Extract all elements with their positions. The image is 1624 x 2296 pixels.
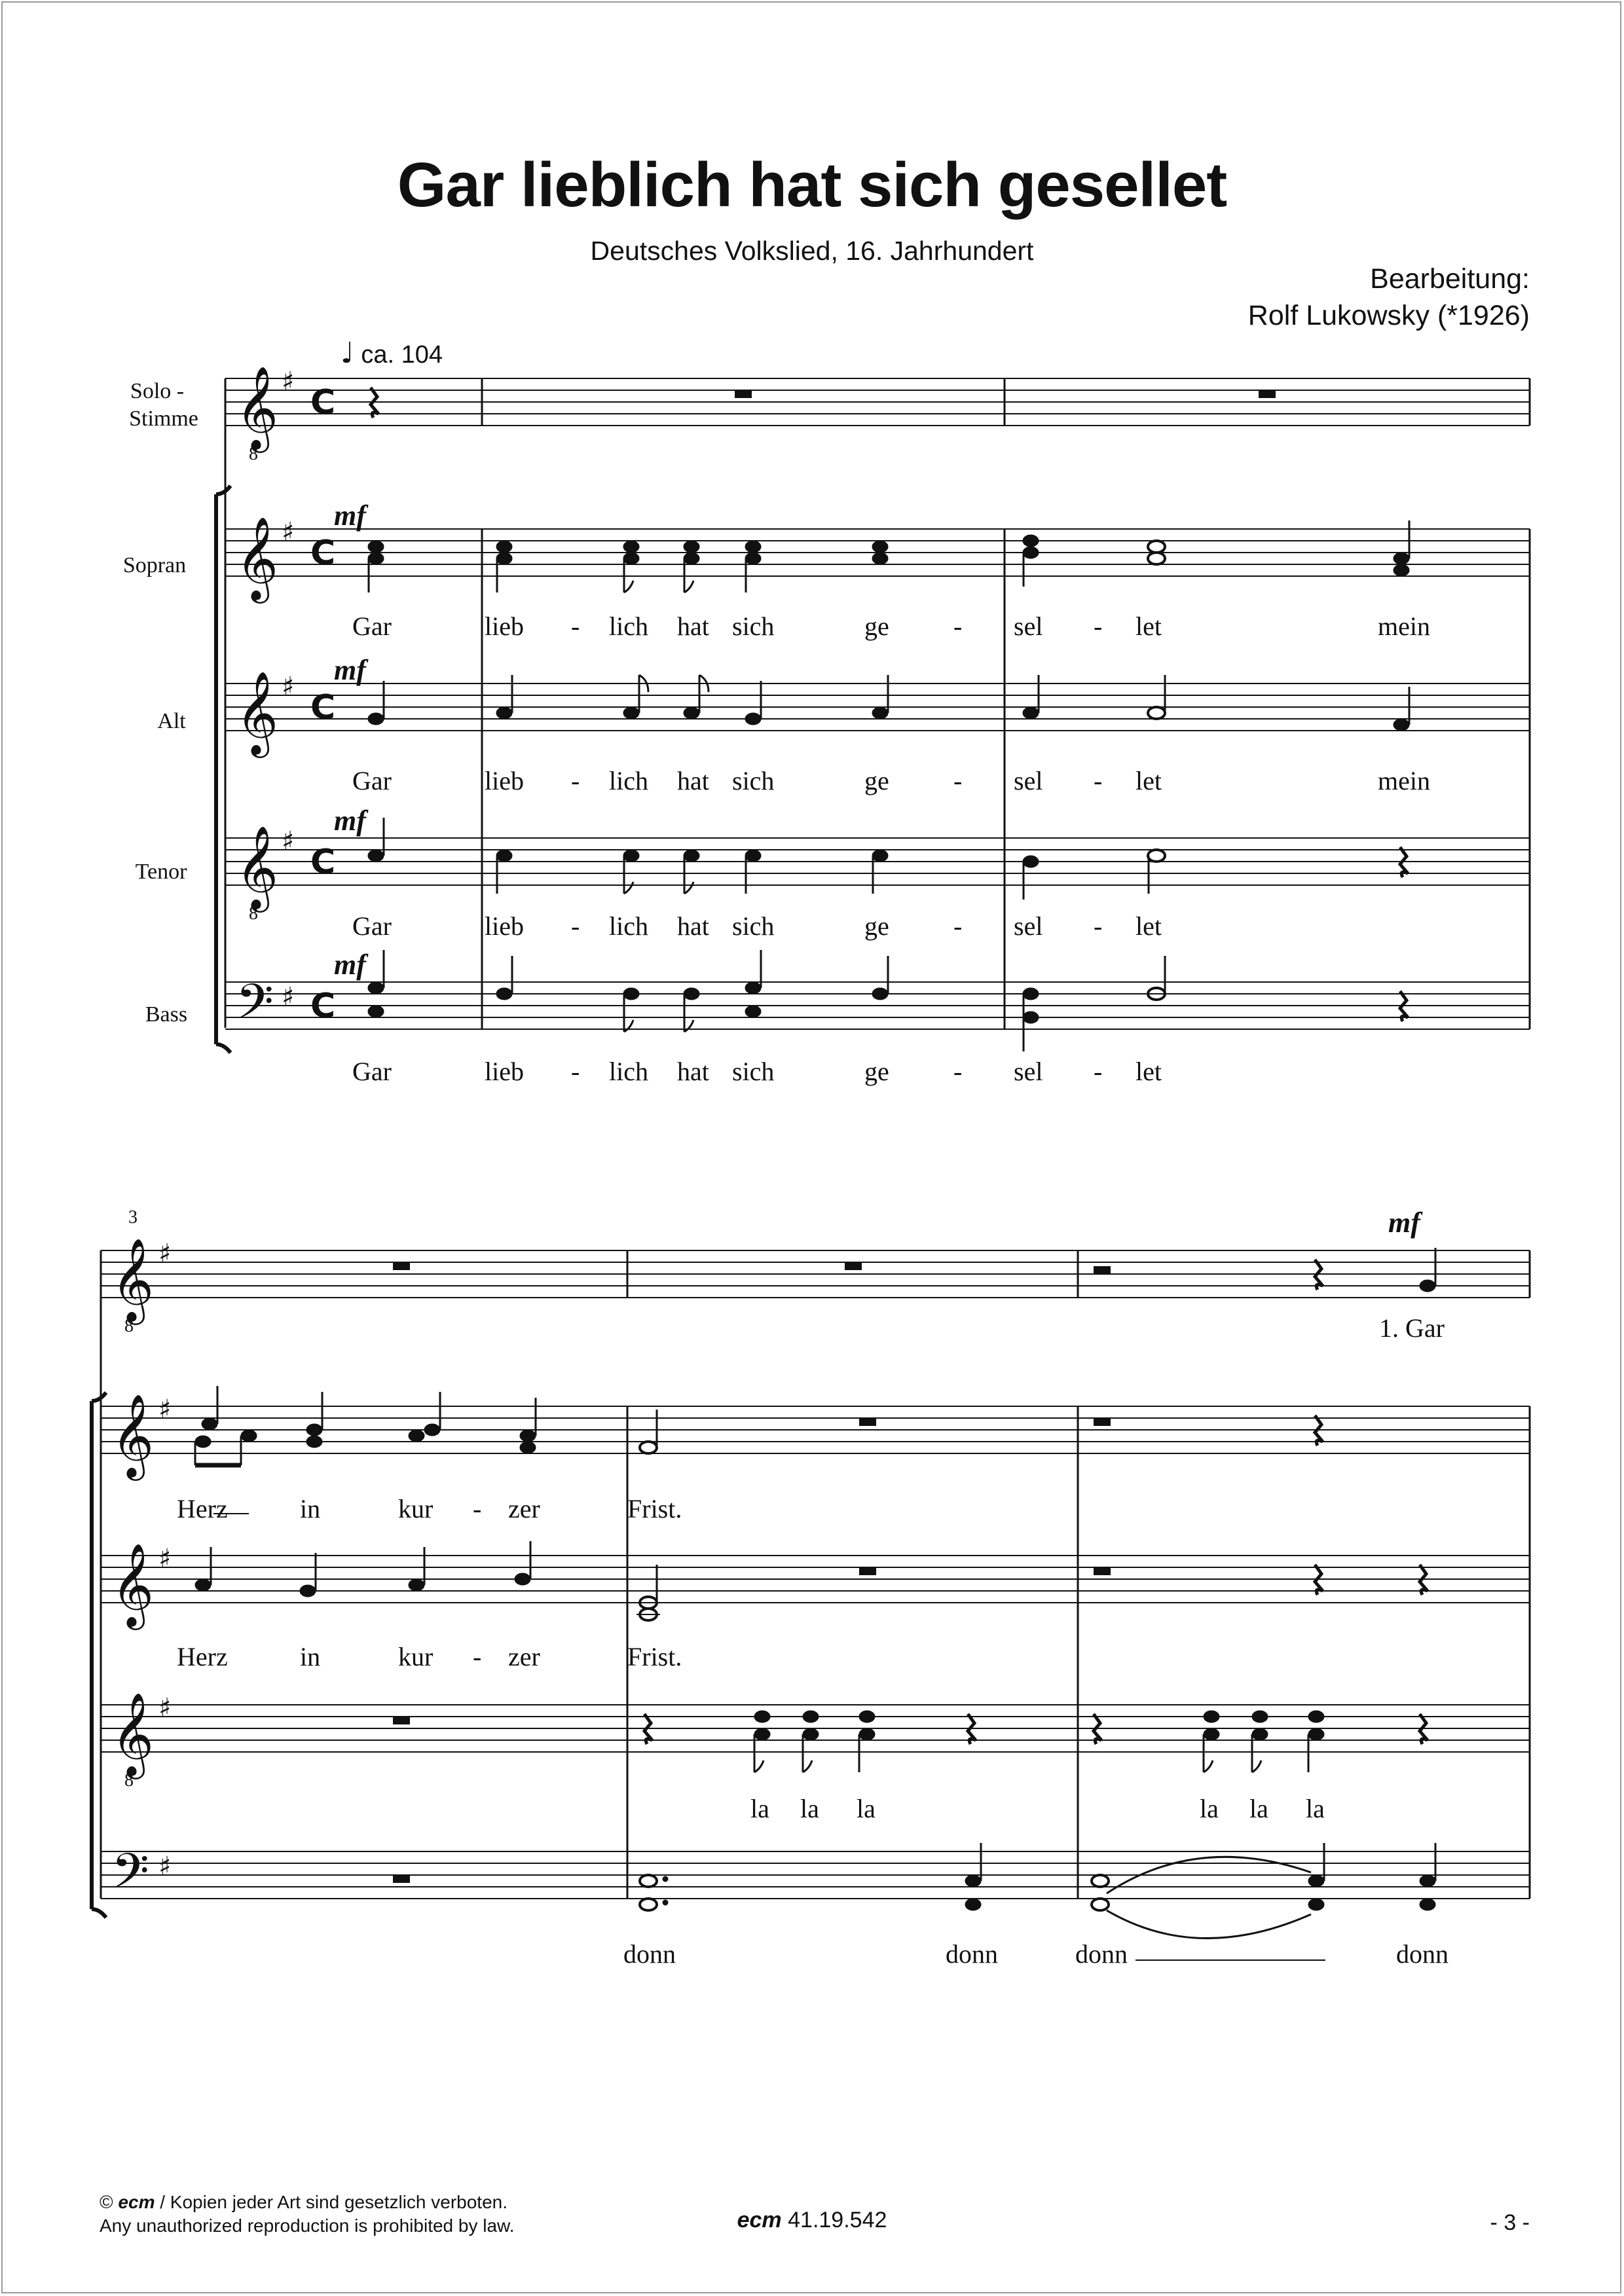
alt-notes-system-2 xyxy=(195,1541,1428,1620)
tempo-value: ca. 104 xyxy=(361,341,443,369)
svg-text:lieb: lieb xyxy=(485,766,524,795)
octave-mark: 8 xyxy=(249,444,258,464)
svg-text:-: - xyxy=(953,766,963,795)
bass-lyrics-system-1 xyxy=(352,1057,1162,1086)
sopran-lyrics-system-1 xyxy=(352,611,1430,641)
page-subtitle: Deutsches Volkslied, 16. Jahrhundert xyxy=(590,236,1034,266)
svg-text:Gar: Gar xyxy=(352,911,392,941)
svg-text:in: in xyxy=(300,1642,321,1671)
page-title: Gar lieblich hat sich gesellet xyxy=(397,150,1227,220)
common-time-icon: C xyxy=(310,383,336,422)
svg-text:kur: kur xyxy=(398,1642,434,1671)
svg-text:lich: lich xyxy=(609,766,648,795)
octave-mark: 8 xyxy=(249,903,258,924)
tenor-notes-system-1 xyxy=(368,818,1408,900)
svg-text:-: - xyxy=(1094,911,1103,941)
svg-text:ge: ge xyxy=(864,611,889,641)
svg-text:sich: sich xyxy=(732,766,775,795)
svg-text:let: let xyxy=(1135,766,1162,795)
svg-text:Herz: Herz xyxy=(177,1494,228,1523)
svg-text:la: la xyxy=(800,1794,819,1823)
system-1 xyxy=(123,365,1530,1086)
bass-notes-system-1 xyxy=(368,950,1408,1051)
voice-label-alt: Alt xyxy=(157,709,186,733)
quarter-note-icon: ♩ xyxy=(341,337,354,370)
svg-text:hat: hat xyxy=(677,1057,709,1086)
copyright-icon: © xyxy=(100,2192,113,2212)
svg-text:-: - xyxy=(953,1057,963,1086)
svg-text:sich: sich xyxy=(732,911,775,941)
svg-text:-: - xyxy=(1094,611,1103,641)
bass-clef-icon: 𝄢 xyxy=(111,1843,149,1912)
svg-text:hat: hat xyxy=(677,911,709,941)
svg-text:in: in xyxy=(300,1494,321,1523)
sharp-icon: ♯ xyxy=(158,1693,172,1723)
sopran-notes-system-1 xyxy=(368,520,1409,592)
common-time-icon: C xyxy=(310,534,336,573)
bass-clef-icon: 𝄢 xyxy=(236,974,274,1042)
svg-text:let: let xyxy=(1135,1057,1162,1086)
whole-rest xyxy=(1259,390,1276,398)
voice-label-solo-2: Stimme xyxy=(129,407,198,431)
sharp-icon: ♯ xyxy=(158,1851,172,1882)
svg-text:la: la xyxy=(857,1794,876,1823)
svg-text:sel: sel xyxy=(1014,611,1043,641)
svg-text:-: - xyxy=(953,611,963,641)
arranger-name: Rolf Lukowsky (*1926) xyxy=(1247,300,1530,331)
time-signatures xyxy=(310,383,335,1026)
bass-notes-system-2 xyxy=(393,1843,1435,1939)
sharp-icon: ♯ xyxy=(158,1544,172,1574)
treble-clef-icon: 𝄞 xyxy=(111,1237,155,1321)
voice-label-solo: Solo - xyxy=(130,379,185,403)
svg-text:donn: donn xyxy=(1075,1939,1128,1969)
svg-text:-: - xyxy=(953,911,963,941)
svg-text:let: let xyxy=(1135,611,1162,641)
dynamic-tenor: mf xyxy=(334,805,366,837)
dynamic-alt: mf xyxy=(334,654,366,686)
svg-text:donn: donn xyxy=(623,1939,676,1969)
treble-clef-icon: 𝄞 xyxy=(111,1692,155,1776)
system-2 xyxy=(92,1207,1530,1969)
sharp-icon: ♯ xyxy=(282,826,295,856)
svg-text:la: la xyxy=(750,1794,769,1823)
clefs-system-2 xyxy=(111,1237,154,1912)
catalog-logo: ecm xyxy=(737,2208,782,2232)
svg-text:mein: mein xyxy=(1378,766,1430,795)
svg-text:Gar: Gar xyxy=(352,1057,392,1086)
treble-clef-icon: 𝄞 xyxy=(236,365,279,449)
svg-text:la: la xyxy=(1249,1794,1268,1823)
svg-text:let: let xyxy=(1135,911,1162,941)
svg-text:-: - xyxy=(1094,1057,1103,1086)
publisher-logo: ecm xyxy=(118,2192,155,2212)
svg-text:zer: zer xyxy=(508,1494,540,1523)
treble-clef-icon: 𝄞 xyxy=(236,516,279,600)
svg-text:kur: kur xyxy=(398,1494,434,1523)
svg-text:-: - xyxy=(473,1494,482,1523)
svg-text:lich: lich xyxy=(609,611,648,641)
sharp-icon: ♯ xyxy=(282,367,295,397)
svg-text:lieb: lieb xyxy=(485,611,524,641)
svg-text:sel: sel xyxy=(1014,911,1043,941)
svg-text:sel: sel xyxy=(1014,1057,1043,1086)
dynamic-sopran: mf xyxy=(334,500,366,532)
svg-text:zer: zer xyxy=(508,1642,540,1671)
svg-text:Frist.: Frist. xyxy=(627,1494,682,1523)
treble-clef-icon: 𝄞 xyxy=(111,1542,155,1626)
svg-text:sich: sich xyxy=(732,611,775,641)
svg-text:lieb: lieb xyxy=(485,1057,524,1086)
sharp-icon: ♯ xyxy=(282,672,295,702)
common-time-icon: C xyxy=(310,987,336,1026)
svg-text:-: - xyxy=(1094,766,1103,795)
staff-solo xyxy=(225,378,1530,426)
treble-clef-icon: 𝄞 xyxy=(236,670,279,754)
sharp-icon: ♯ xyxy=(158,1239,172,1269)
svg-text:donn: donn xyxy=(1396,1939,1449,1969)
dynamic-solo: mf xyxy=(1388,1207,1420,1239)
sharp-icon: ♯ xyxy=(282,517,295,547)
tenor-notes-system-2 xyxy=(393,1711,1428,1772)
bass-lyrics-system-2 xyxy=(623,1939,1449,1969)
arranger-label: Bearbeitung: xyxy=(1370,263,1530,295)
copyright-line-2: Any unauthorized reproduction is prohibited by law. xyxy=(100,2215,515,2236)
dynamic-bass: mf xyxy=(334,949,366,981)
svg-text:hat: hat xyxy=(677,766,709,795)
key-signatures-system-1 xyxy=(282,367,294,1012)
sharp-icon: ♯ xyxy=(158,1394,172,1425)
voice-label-bass: Bass xyxy=(145,1002,188,1027)
whole-rest xyxy=(735,390,752,398)
svg-text:sich: sich xyxy=(732,1057,775,1086)
alt-lyrics-system-2 xyxy=(177,1642,682,1671)
svg-text:Gar: Gar xyxy=(352,766,392,795)
svg-text:ge: ge xyxy=(864,1057,889,1086)
solo-notes-system-2 xyxy=(393,1248,1435,1292)
common-time-icon: C xyxy=(310,688,336,727)
svg-text:sel: sel xyxy=(1014,766,1043,795)
measure-number: 3 xyxy=(128,1207,138,1228)
sopran-lyrics-system-2 xyxy=(177,1494,682,1523)
clefs-system-1 xyxy=(236,365,278,1042)
svg-text:-: - xyxy=(571,911,580,941)
sharp-icon: ♯ xyxy=(282,982,295,1012)
svg-text:ge: ge xyxy=(864,766,889,795)
svg-text:lieb: lieb xyxy=(485,911,524,941)
svg-text:Gar: Gar xyxy=(352,611,392,641)
solo-lyric: 1. Gar xyxy=(1379,1313,1445,1343)
voice-label-tenor: Tenor xyxy=(135,860,187,884)
svg-text:-: - xyxy=(571,611,580,641)
svg-text:-: - xyxy=(473,1642,482,1671)
copyright-line-1: / Kopien jeder Art sind gesetzlich verboten. xyxy=(155,2192,508,2212)
svg-text:donn: donn xyxy=(946,1939,998,1969)
catalog-number xyxy=(0,2208,1624,2233)
tenor-lyrics-system-1 xyxy=(352,911,1162,941)
page-number: - 3 - xyxy=(1490,2210,1530,2235)
octave-mark: 8 xyxy=(124,1316,134,1336)
svg-text:mein: mein xyxy=(1378,611,1430,641)
alt-lyrics-system-1 xyxy=(352,766,1430,795)
voice-label-sopran: Sopran xyxy=(122,553,187,577)
svg-text:la: la xyxy=(1306,1794,1325,1823)
svg-text:Herz: Herz xyxy=(177,1642,228,1671)
key-signatures-system-2 xyxy=(158,1239,171,1882)
octave-mark: 8 xyxy=(124,1770,134,1791)
treble-clef-icon: 𝄞 xyxy=(236,825,279,909)
catalog-number-value: 41.19.542 xyxy=(788,2208,887,2232)
svg-text:Frist.: Frist. xyxy=(627,1642,682,1671)
treble-clef-icon: 𝄞 xyxy=(111,1393,155,1477)
svg-text:la: la xyxy=(1200,1794,1219,1823)
svg-text:ge: ge xyxy=(864,911,889,941)
common-time-icon: C xyxy=(310,843,336,882)
svg-text:-: - xyxy=(571,766,580,795)
svg-text:lich: lich xyxy=(609,1057,648,1086)
svg-text:hat: hat xyxy=(677,611,709,641)
svg-text:-: - xyxy=(571,1057,580,1086)
tenor-lyrics-system-2 xyxy=(750,1794,1325,1823)
svg-text:lich: lich xyxy=(609,911,648,941)
